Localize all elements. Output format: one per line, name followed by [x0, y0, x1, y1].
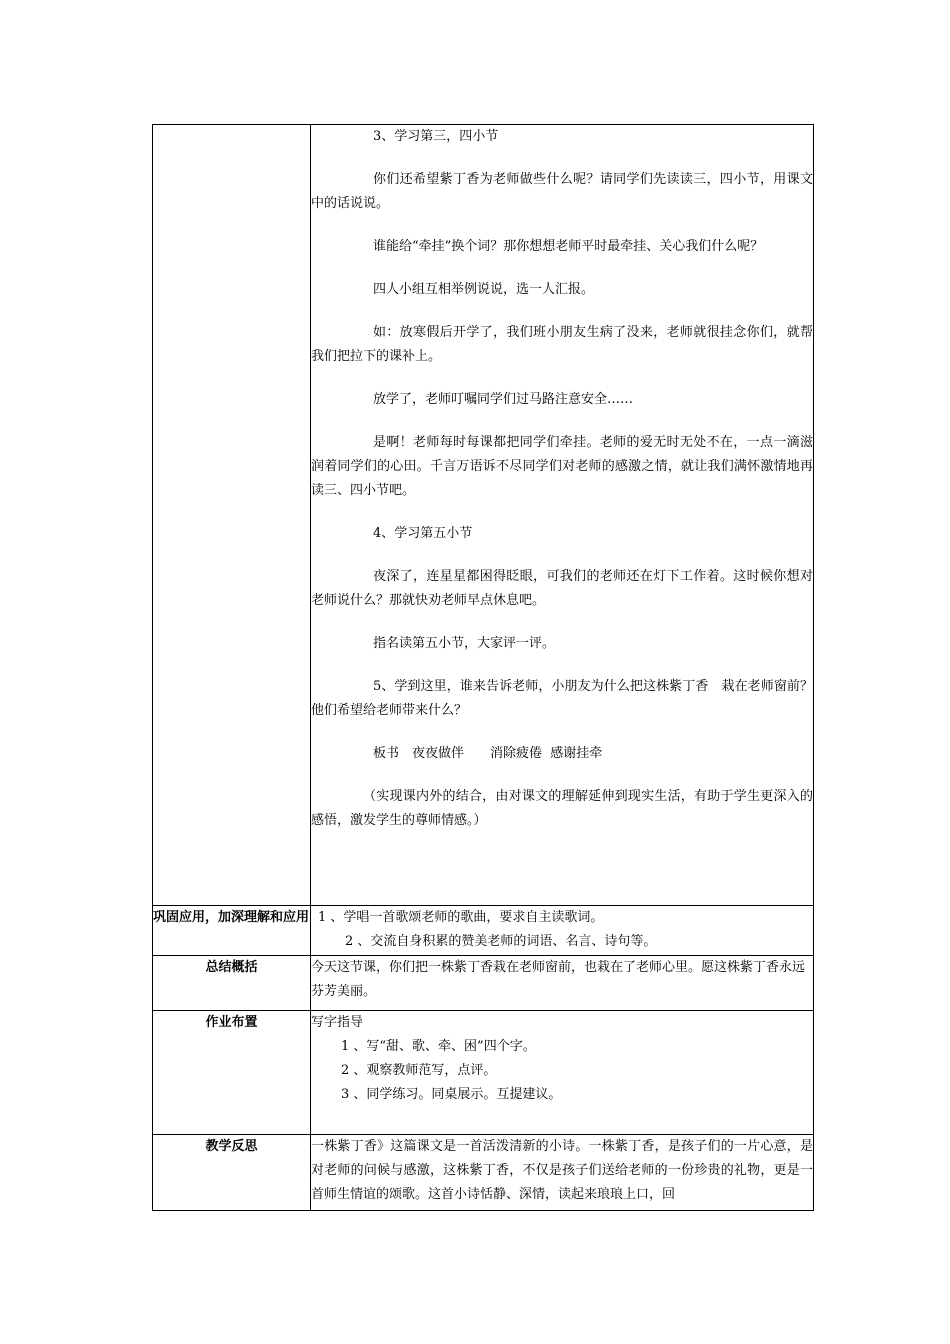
process-paragraph: 放学了，老师叮嘱同学们过马路注意安全……: [373, 392, 634, 407]
process-paragraph: 四人小组互相举例说说，选一人汇报。: [373, 282, 595, 297]
reflection-row: [153, 1135, 814, 1211]
homework-item: 1 、写“甜、歌、牵、困”四个字。: [341, 1039, 536, 1054]
blackboard-writing: 板书 夜夜做伴 消除疲倦 感谢挂牵: [373, 746, 603, 761]
consolidate-line: 1 、学唱一首歌颂老师的歌曲，要求自主读歌词。: [318, 910, 604, 925]
summary-row: [153, 956, 814, 1011]
consolidate-cell: [311, 906, 814, 956]
homework-row: [153, 1011, 814, 1135]
process-paragraph: 你们还希望紫丁香为老师做些什么呢？请同学们先读读三，四小节，用课文中的话说说。: [311, 172, 813, 211]
empty-label-cell: [153, 125, 311, 906]
process-paragraph: 是啊！老师每时每课都把同学们牵挂。老师的爱无时无处不在，一点一滴滋润着同学们的心田。千言万语诉不尽同学们对老师的感激之情，就让我们满怀激情地再读三、四小节吧。: [311, 435, 813, 498]
process-paragraph: 3、学习第三，四小节: [373, 129, 499, 144]
homework-cell: [311, 1011, 814, 1135]
homework-title: 写字指导: [311, 1015, 364, 1030]
process-paragraph: 4、学习第五小节: [373, 526, 473, 541]
process-paragraph: 指名读第五小节，大家评一评。: [373, 636, 556, 651]
homework-item: 3 、同学练习。同桌展示。互提建议。: [341, 1087, 562, 1102]
process-paragraph: 夜深了，连星星都困得眨眼，可我们的老师还在灯下工作着。这时候你想对老师说什么？那就快劝老师早点休息吧。: [311, 569, 813, 608]
consolidate-line: 2 、交流自身积累的赞美老师的词语、名言、诗句等。: [345, 934, 657, 949]
process-paragraph: 如：放寒假后开学了，我们班小朋友生病了没来，老师就很挂念你们，就帮我们把拉下的课补上。: [311, 325, 813, 364]
lesson-plan-table: [152, 124, 814, 1211]
consolidate-row: [153, 906, 814, 956]
homework-label: 作业布置: [153, 1011, 311, 1135]
reflection-text: 一株紫丁香》这篇课文是一首活泼清新的小诗。一株紫丁香，是孩子们的一片心意，是对老师的问候与感激，这株紫丁香，不仅是孩子们送给老师的一份珍贵的礼物，更是一首师生情谊的颂歌。这首小诗恬静、深情，读起来琅琅上口，回: [311, 1135, 814, 1211]
homework-item: 2 、观察教师范写，点评。: [341, 1063, 497, 1078]
summary-label: 总结概括: [153, 956, 311, 1011]
design-note: （实现课内外的结合，由对课文的理解延伸到现实生活，有助于学生更深入的感悟，激发学生的尊师情感。）: [311, 789, 813, 828]
summary-text: 今天这节课，你们把一株紫丁香栽在老师窗前，也栽在了老师心里。愿这株紫丁香永远芬芳美丽。: [311, 956, 814, 1011]
process-paragraph: 5、学到这里，谁来告诉老师，小朋友为什么把这株紫丁香 栽在老师窗前？他们希望给老师带来什么？: [311, 679, 813, 718]
teaching-process-cell: [311, 125, 814, 906]
reflection-label: 教学反思: [153, 1135, 311, 1211]
consolidate-label: 巩固应用，加深理解和应用: [153, 906, 311, 956]
teaching-process-row: [153, 125, 814, 906]
process-paragraph: 谁能给“牵挂”换个词？那你想想老师平时最牵挂、关心我们什么呢？: [373, 239, 764, 254]
